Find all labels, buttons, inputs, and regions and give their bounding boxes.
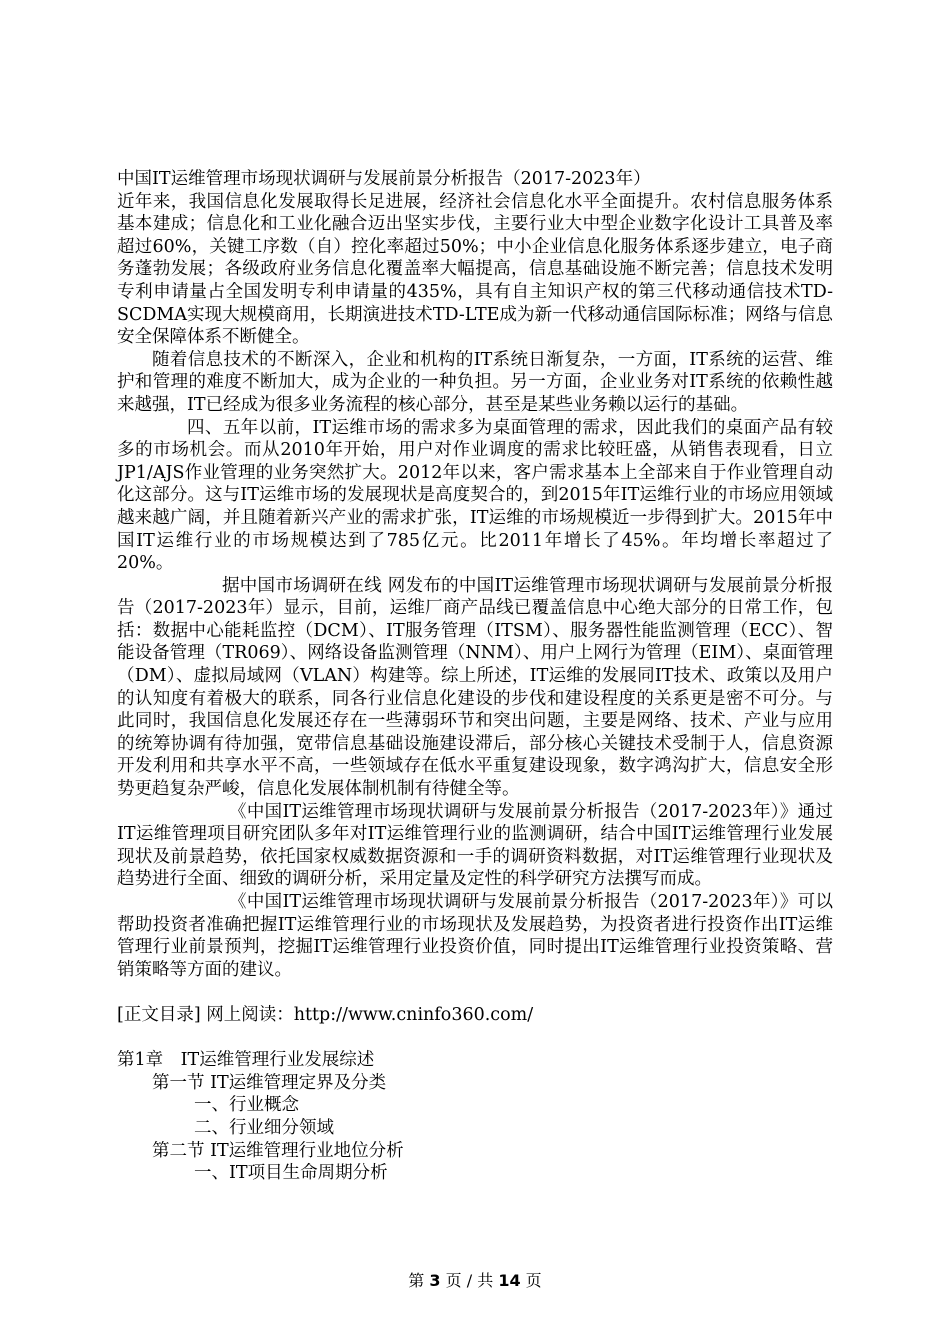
body-paragraph: 随着信息技术的不断深入，企业和机构的IT系统日渐复杂，一方面，IT系统的运营、维护和管理的难度不断加大，成为企业的一种负担。另一方面，企业业务对IT系统的依赖性越来越强，IT已经成为很多业务流程的核心部分，甚至是某些业务赖以运行的基础。	[117, 349, 833, 415]
toc-section[interactable]: 第一节 IT运维管理定界及分类	[152, 1072, 387, 1093]
body-paragraph: 近年来，我国信息化发展取得长足进展，经济社会信息化水平全面提升。农村信息服务体系基本建成；信息化和工业化融合迈出坚实步伐，主要行业大中型企业数字化设计工具普及率超过60%，关键工序数（自）控化率超过50%；中小企业信息化服务体系逐步建立，电子商务蓬勃发展；各级政府业务信息化覆盖率大幅提高，信息基础设施不断完善；信息技术发明专利申请量占全国发明专利申请量的435%，具有自主知识产权的第三代移动通信技术TD-SCDMA实现大规模商用，长期演进技术TD-LTE成为新一代移动通信国际标准；网络与信息安全保障体系不断健全。	[117, 191, 833, 348]
toc-subsection[interactable]: 二、行业细分领域	[194, 1117, 334, 1138]
toc-section[interactable]: 第二节 IT运维管理行业地位分析	[152, 1140, 404, 1161]
toc-subsection[interactable]: 一、行业概念	[194, 1095, 299, 1116]
page-footer	[0, 1268, 950, 1291]
footer-suffix: 页	[525, 1271, 542, 1290]
body-paragraph: 据中国市场调研在线 网发布的中国IT运维管理市场现状调研与发展前景分析报告（2017-2023年）显示，目前，运维厂商产品线已覆盖信息中心绝大部分的日常工作，包括：数据中心能耗监控（DCM）、IT服务管理（ITSM）、服务器性能监测管理（ECC）、智能设备管理（TR069）、网络设备监测管理（NNM）、用户上网行为管理（EIM）、桌面管理（DM）、虚拟局域网（VLAN）构建等。综上所述，IT运维的发展同IT技术、政策以及用户的认知度有着极大的联系，同各行业信息化建设的步伐和建设程度的关系更是密不可分。与此同时，我国信息化发展还存在一些薄弱环节和突出问题，主要是网络、技术、产业与应用的统筹协调有待加强，宽带信息基础设施建设滞后，部分核心关键技术受制于人，信息资源开发利用和共享水平不高，一些领域存在低水平重复建设现象，数字鸿沟扩大，信息安全形势更趋复杂严峻，信息化发展体制机制有待健全等。	[117, 575, 833, 800]
current-page-number: 3	[429, 1271, 441, 1290]
footer-middle: 页 / 共	[445, 1271, 494, 1290]
body-paragraph: 四、五年以前，IT运维市场的需求多为桌面管理的需求，因此我们的桌面产品有较多的市场机会。而从2010年开始，用户对作业调度的需求比较旺盛，从销售表现看，日立JP1/AJS作业管理的业务突然扩大。2012年以来，客户需求基本上全部来自于作业管理自动化这部分。这与IT运维市场的发展现状是高度契合的，到2015年IT运维行业的市场应用领域越来越广阔，并且随着新兴产业的需求扩张，IT运维的市场规模近一步得到扩大。2015年中国IT运维行业的市场规模达到了785亿元。比2011年增长了45%。年均增长率超过了20%。	[117, 417, 833, 574]
total-page-number: 14	[498, 1271, 521, 1290]
toc-chapter[interactable]: 第1章 IT运维管理行业发展综述	[117, 1050, 375, 1071]
body-paragraph: 《中国IT运维管理市场现状调研与发展前景分析报告（2017-2023年）》通过IT运维管理项目研究团队多年对IT运维管理行业的监测调研，结合中国IT运维管理行业发展现状及前景趋势，依托国家权威数据资源和一手的调研资料数据，对IT运维管理行业现状及趋势进行全面、细致的调研分析，采用定量及定性的科学研究方法撰写而成。	[117, 801, 833, 890]
footer-prefix: 第	[408, 1271, 425, 1290]
body-paragraph: 《中国IT运维管理市场现状调研与发展前景分析报告（2017-2023年）》可以帮助投资者准确把握IT运维管理行业的市场现状及发展趋势，为投资者进行投资作出IT运维管理行业前景预判，挖掘IT运维管理行业投资价值，同时提出IT运维管理行业投资策略、营销策略等方面的建议。	[117, 892, 833, 980]
toc-subsection[interactable]: 一、IT项目生命周期分析	[194, 1163, 388, 1184]
spacer	[117, 1027, 833, 1050]
document-body	[117, 168, 833, 1185]
document-title: 中国IT运维管理市场现状调研与发展前景分析报告（2017-2023年）	[117, 169, 651, 189]
table-of-contents	[117, 1049, 833, 1185]
spacer	[117, 981, 833, 1004]
paragraph-list	[117, 191, 833, 982]
online-reading-link-line[interactable]: [正文目录] 网上阅读：http://www.cninfo360.com/	[117, 1004, 534, 1025]
